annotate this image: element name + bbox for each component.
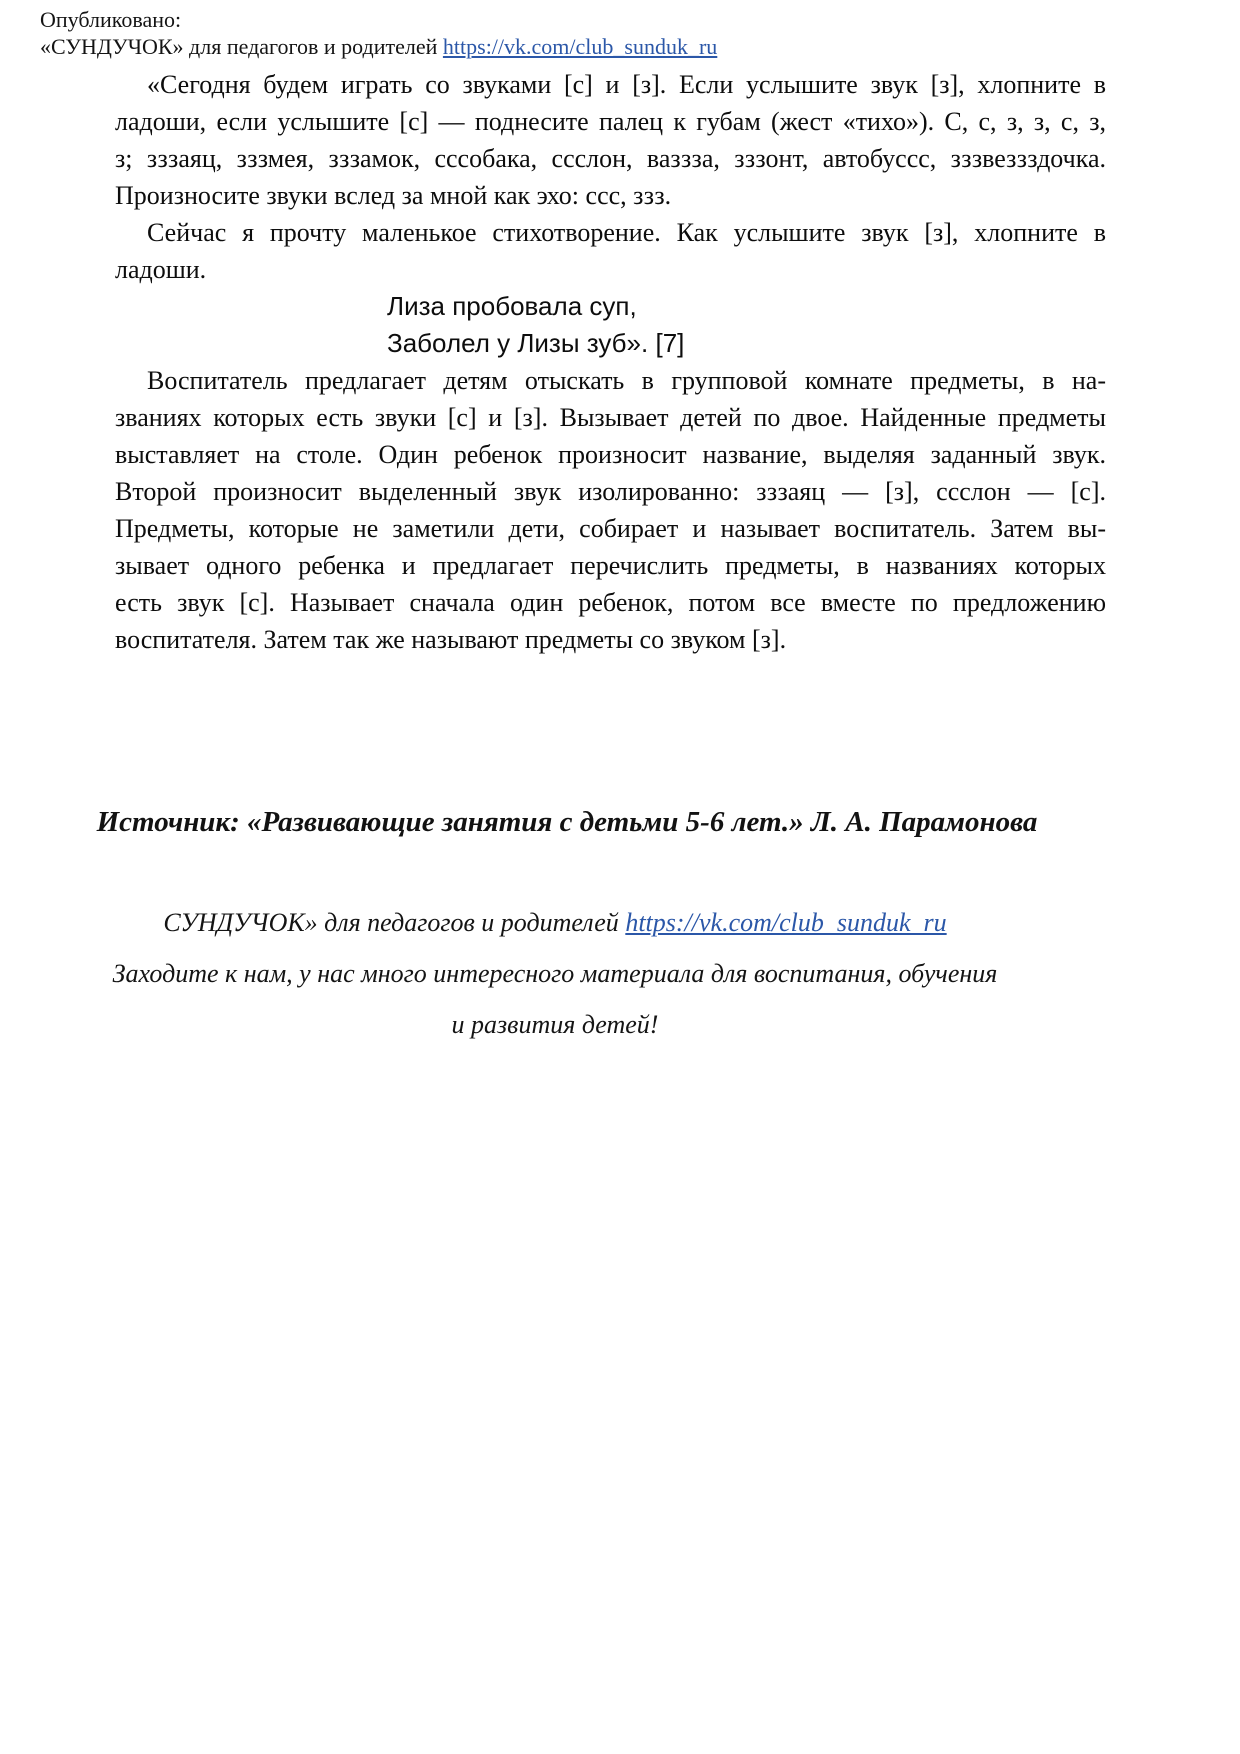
club-name-text: «СУНДУЧОК» для педагогов и родителей bbox=[40, 34, 443, 59]
main-text-column bbox=[115, 66, 1106, 658]
paragraph-activity-description bbox=[115, 362, 1106, 658]
text-line: Предметы, которые не заметили дети, собирает и называет воспитатель. Затем вы- bbox=[115, 514, 1106, 543]
text-line: Произносите звуки вслед за мной как эхо: ссс, ззз. bbox=[115, 181, 672, 210]
text-line: выставляет на столе. Один ребенок произносит название, выделяя заданный звук. bbox=[115, 440, 1106, 469]
text-line: з; зззаяц, зззмея, зззамок, сссобака, ссслон, ваззза, зззонт, автобуссс, зззвеззздочка. bbox=[115, 144, 1106, 173]
publication-header bbox=[40, 6, 717, 60]
text-line: воспитателя. Затем так же называют предметы со звуком [з]. bbox=[115, 625, 787, 654]
text-line: зывает одного ребенка и предлагает перечислить предметы, в названиях которых bbox=[115, 551, 1106, 580]
footer-club-line bbox=[0, 908, 1110, 938]
text-line: «Сегодня будем играть со звуками [с] и [з]. Если услышите звук [з], хлопните в bbox=[147, 70, 1106, 99]
footer-club-text: СУНДУЧОК» для педагогов и родителей bbox=[163, 908, 626, 937]
text-line: Заболел у Лизы зуб». [7] bbox=[387, 328, 685, 358]
text-line: ладоши. bbox=[115, 255, 207, 284]
text-line: есть звук [с]. Называет сначала один ребенок, потом все вместе по предложению bbox=[115, 588, 1106, 617]
vk-club-link[interactable]: https://vk.com/club_sunduk_ru bbox=[442, 34, 718, 59]
publication-club-line bbox=[40, 33, 717, 60]
text-line: Второй произносит выделенный звук изолированно: зззаяц — [з], ссслон — [с]. bbox=[115, 477, 1106, 506]
source-attribution: Источник: «Развивающие занятия с детьми 5-6 лет.» Л. А. Парамонова bbox=[96, 806, 1038, 838]
text-line: Сейчас я прочту маленькое стихотворение. Как услышите звук [з], хлопните в bbox=[147, 218, 1106, 247]
poem-block bbox=[387, 288, 1106, 362]
footer-invite-line: Заходите к нам, у нас много интересного материала для воспитания, обучения bbox=[112, 959, 998, 988]
footer-vk-club-link[interactable]: https://vk.com/club_sunduk_ru bbox=[625, 908, 947, 937]
footer-block bbox=[0, 908, 1110, 1061]
paragraph-game-instructions bbox=[115, 66, 1106, 214]
footer-invite-line2: и развития детей! bbox=[451, 1010, 659, 1039]
published-label: Опубликовано: bbox=[40, 7, 182, 32]
text-line: Воспитатель предлагает детям отыскать в групповой комнате предметы, в на- bbox=[147, 366, 1106, 395]
text-line: Лиза пробовала суп, bbox=[387, 291, 637, 321]
text-line: ладоши, если услышите [с] — поднесите палец к губам (жест «тихо»). С, с, з, з, с, з, bbox=[115, 107, 1106, 136]
text-line: званиях которых есть звуки [с] и [з]. Вызывает детей по двое. Найденные предметы bbox=[115, 403, 1106, 432]
paragraph-poem-intro bbox=[115, 214, 1106, 288]
